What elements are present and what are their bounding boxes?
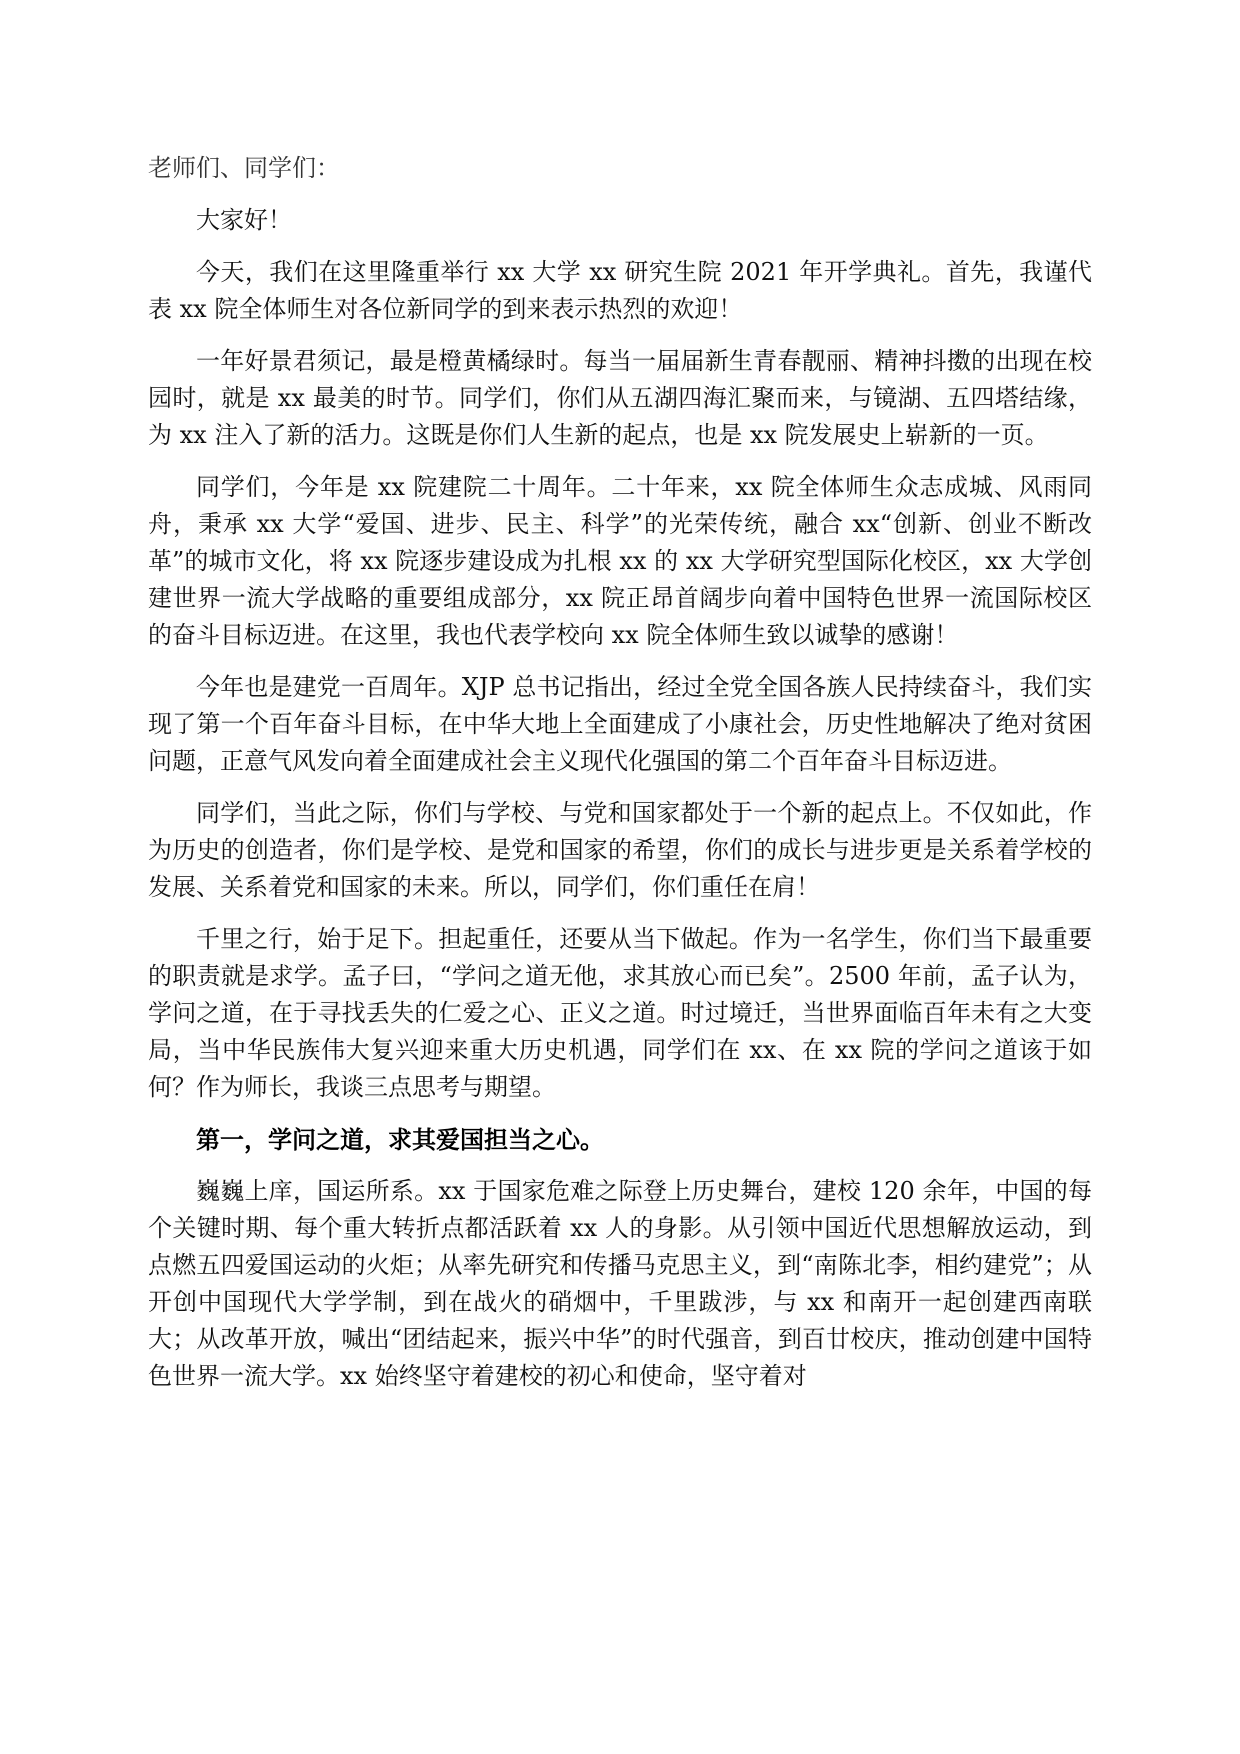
salutation: 老师们、同学们： (148, 154, 340, 182)
paragraph-learning: 千里之行，始于足下。担起重任，还要从当下做起。作为一名学生，你们当下最重要的职责就是求学。孟子曰，“学问之道无他，求其放心而已矣”。2500 年前，孟子认为，学问之道，在于寻找丢失的仁爱之心、正义之道。时过境迁，当世界面临百年未有之大变局，当中华民族伟大复兴迎来重大历史机遇，同学们在 xx、在 xx 院的学问之道该于如何？作为师长，我谈三点思考与期望。 (148, 925, 1092, 1101)
paragraph-party-centenary: 今年也是建党一百周年。XJP 总书记指出，经过全党全国各族人民持续奋斗，我们实现了第一个百年奋斗目标，在中华大地上全面建成了小康社会，历史性地解决了绝对贫困问题，正意气风发向着全面建成社会主义现代化强国的第二个百年奋斗目标迈进。 (148, 673, 1092, 775)
document-page (148, 150, 1092, 1410)
paragraph-anniversary: 同学们，今年是 xx 院建院二十周年。二十年来，xx 院全体师生众志成城、风雨同舟，秉承 xx 大学“爱国、进步、民主、科学”的光荣传统，融合 xx“创新、创业不断改革”的城市文化，将 xx 院逐步建设成为扎根 xx 的 xx 大学研究型国际化校区，xx 大学创建世界一流大学战略的重要组成部分，xx 院正昂首阔步向着中国特色世界一流国际校区的奋斗目标迈进。在这里，我也代表学校向 xx 院全体师生致以诚挚的感谢！ (148, 473, 1092, 649)
paragraph-history: 巍巍上庠，国运所系。xx 于国家危难之际登上历史舞台，建校 120 余年，中国的每个关键时期、每个重大转折点都活跃着 xx 人的身影。从引领中国近代思想解放运动，到点燃五四爱国运动的火炬；从率先研究和传播马克思主义，到“南陈北李，相约建党”；从开创中国现代大学学制，到在战火的硝烟中，千里跋涉，与 xx 和南开一起创建西南联大；从改革开放，喊出“团结起来，振兴中华”的时代强音，到百廿校庆，推动创建中国特色世界一流大学。xx 始终坚守着建校的初心和使命，坚守着对 (148, 1177, 1092, 1390)
greeting: 大家好！ (196, 206, 292, 234)
paragraph-opening: 今天，我们在这里隆重举行 xx 大学 xx 研究生院 2021 年开学典礼。首先，我谨代表 xx 院全体师生对各位新同学的到来表示热烈的欢迎！ (148, 258, 1092, 323)
paragraph-new-starting-point: 同学们，当此之际，你们与学校、与党和国家都处于一个新的起点上。不仅如此，作为历史的创造者，你们是学校、是党和国家的希望，你们的成长与进步更是关系着学校的发展、关系着党和国家的未来。所以，同学们，你们重任在肩！ (148, 799, 1092, 901)
paragraph-new-students: 一年好景君须记，最是橙黄橘绿时。每当一届届新生青春靓丽、精神抖擞的出现在校园时，就是 xx 最美的时节。同学们，你们从五湖四海汇聚而来，与镜湖、五四塔结缘，为 xx 注入了新的活力。这既是你们人生新的起点，也是 xx 院发展史上崭新的一页。 (148, 347, 1092, 449)
section-heading: 第一，学问之道，求其爱国担当之心。 (196, 1125, 604, 1154)
